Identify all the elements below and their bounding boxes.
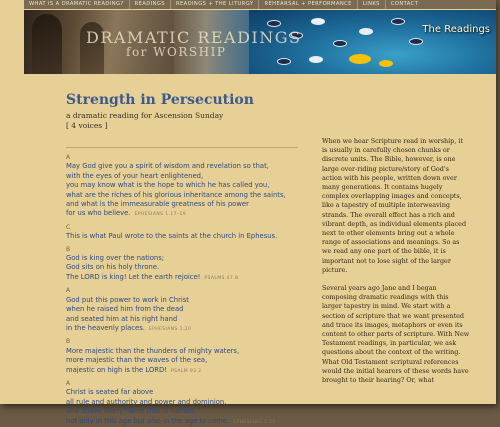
nav-readings[interactable]: READINGS	[130, 0, 171, 9]
reading-line: and seated him at his right hand	[66, 314, 178, 323]
reading-line: you may know what is the hope to which he has called you,	[66, 181, 270, 190]
reading-line: God put this power to work in Christ	[66, 295, 189, 304]
reading-content	[66, 92, 306, 427]
sidebar-intro	[322, 137, 470, 394]
reading-line-text: not only in this age but also in the age to come.	[66, 416, 230, 425]
sidebar-paragraph: Several years ago Jane and I began composing dramatic readings with this larger tapestry in mind. We start with a section of scripture that we want presented and trace its images, metaphors or even its content to other parts of scripture. With New Testament readings, in particular, we ask questions about the context of the writing. What Old Testament scriptural references would the initial hearers of these words have brought to their hearing? Or, what	[322, 284, 470, 385]
nav-readings-liturgy[interactable]: READINGS + THE LITURGY	[171, 0, 260, 9]
fish-icon	[359, 28, 373, 35]
voice-label: A	[66, 154, 71, 161]
reading-line-text: majestic on high is the LORD!	[66, 365, 167, 374]
reading-block	[66, 337, 306, 376]
nav-contact[interactable]: CONTACT	[390, 1, 419, 7]
voice-label: A	[66, 379, 71, 387]
reading-line: This is what Paul wrote to the saints at the church in Ephesus.	[66, 232, 278, 241]
scripture-reference: EPHESIANS 1.21	[233, 419, 276, 425]
reading-line: More majestic than the thunders of mighty waters,	[66, 346, 240, 355]
voice-label: B	[66, 245, 71, 253]
reading-line-text: The LORD is king! Let the earth rejoice!	[66, 272, 201, 281]
reading-line	[66, 209, 306, 219]
sidebar-paragraph: When we hear Scripture read in worship, it is usually in carefully chosen chunks or discrete units. The Bible, however, is one large over-riding picture/story of God's action with his people, written down over many generations. It contains hugely complex overlapping images and concepts, like a tapestry of multiple interweaving strands. The overall effect has a rich and vibrant depth, as individual elements placed next to other elements bring out a whole range of associations and meanings. So as we read any one part of the bible, it is important not to lose sight of the larger picture.	[322, 137, 467, 274]
reading-line: all rule and authority and power and dominion,	[66, 397, 227, 406]
reading-line: and what is the immeasurable greatness of his power	[66, 200, 249, 209]
reading-line: God sits on his holy throne.	[66, 263, 160, 272]
reading-text	[66, 153, 306, 427]
reading-line: when he raised him from the dead	[66, 305, 184, 314]
reading-line	[66, 324, 306, 334]
reading-line: Christ is seated far above	[66, 388, 154, 397]
reading-block	[66, 379, 306, 427]
section-label: The Readings	[422, 24, 490, 35]
reading-line: and above every name that is named,	[66, 407, 197, 416]
scripture-reference: PSALMS 47.8	[204, 275, 239, 281]
reading-line	[66, 366, 306, 376]
nav-links[interactable]: LINKS	[358, 0, 386, 9]
site-title-line2: for WORSHIP	[126, 45, 227, 59]
reading-line: God is king over the nations;	[66, 254, 165, 263]
fish-icon	[409, 38, 423, 45]
reading-line: with the eyes of your heart enlightened,	[66, 171, 204, 180]
fish-icon	[349, 54, 371, 64]
scripture-reference: EPHESIANS 1.20	[148, 326, 192, 332]
divider	[66, 147, 298, 148]
page-title: Strength in Persecution	[66, 92, 254, 108]
fish-icon	[311, 18, 325, 25]
nav-rehearsal-performance[interactable]: REHEARSAL + PERFORMANCE	[259, 0, 357, 9]
reading-line: May God give you a spirit of wisdom and revelation so that,	[66, 162, 269, 171]
reading-line: more majestic than the waves of the sea,	[66, 356, 208, 365]
reading-line: what are the riches of his glorious inheritance among the saints,	[66, 190, 286, 199]
reading-block	[66, 286, 306, 334]
site-title-line1: DRAMATIC READINGS	[86, 28, 302, 47]
scripture-reference: EPHESIANS 1.17–19	[134, 212, 187, 218]
reading-subtitle: a dramatic reading for Ascension Sunday	[66, 111, 224, 120]
voice-label: C	[66, 223, 71, 231]
reading-block	[66, 223, 306, 242]
reading-block	[66, 245, 306, 284]
voice-label: B	[66, 338, 71, 346]
fish-icon	[391, 18, 405, 25]
reading-line-text: in the heavenly places.	[66, 323, 145, 332]
scripture-reference: PSALM 93.2	[170, 368, 202, 374]
fish-icon	[267, 20, 281, 27]
reading-line	[66, 273, 306, 283]
fish-icon	[309, 56, 323, 63]
nav-what-is-dramatic-reading[interactable]: WHAT IS A DRAMATIC READING?	[24, 0, 130, 9]
fish-icon	[379, 60, 393, 67]
reading-block	[66, 153, 306, 220]
voice-label: A	[66, 287, 71, 295]
arch-shape	[32, 14, 62, 74]
top-navigation	[24, 0, 496, 9]
reading-line	[66, 417, 306, 427]
site-title	[86, 30, 301, 60]
voice-count: [ 4 voices ]	[66, 121, 108, 130]
fish-icon	[333, 40, 347, 47]
header-banner	[24, 10, 496, 74]
reading-line-text: for us who believe.	[66, 209, 131, 218]
